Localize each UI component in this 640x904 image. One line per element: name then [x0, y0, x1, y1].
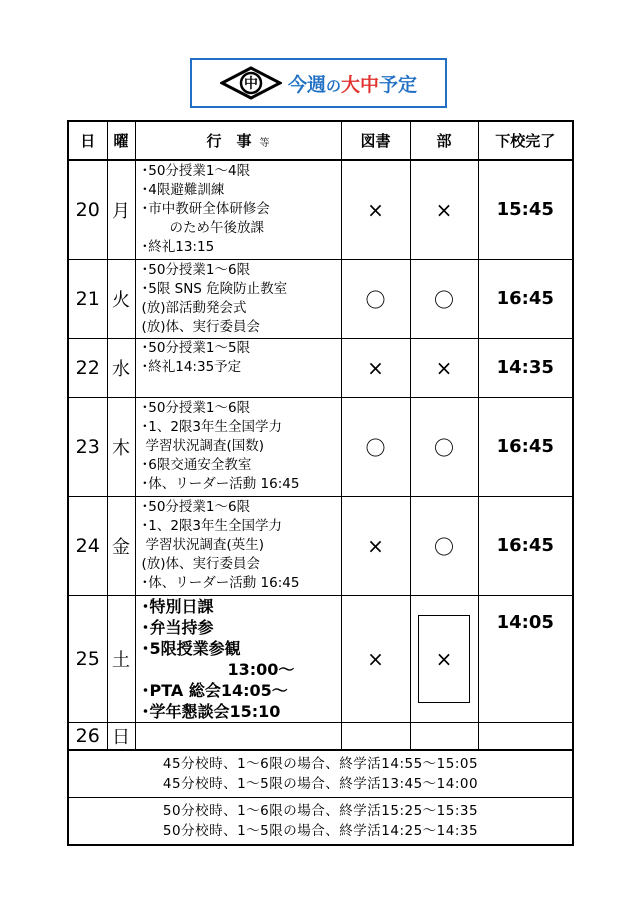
- library-status: [341, 722, 410, 750]
- event-line: ･50分授業1～6限: [141, 261, 251, 278]
- note-line: 45分校時、1～5限の場合、終学活13:45～14:00: [162, 775, 479, 792]
- club-status: 〇: [410, 397, 478, 496]
- weekday: 水: [107, 338, 135, 397]
- event-line: ･50分授業1～6限: [141, 400, 251, 416]
- club-status: ×: [410, 160, 478, 259]
- note-line: 45分校時、1～6限の場合、終学活14:55～15:05: [162, 755, 479, 772]
- event-line: ･弁当持参: [141, 617, 214, 637]
- events-cell: [135, 338, 341, 397]
- school-logo-icon: [220, 66, 282, 100]
- event-line: ･1、2限3年生全国学力: [141, 518, 283, 534]
- day-number: 26: [68, 722, 107, 750]
- event-line: ･50分授業1～6限: [141, 499, 251, 515]
- library-status: ×: [341, 160, 410, 259]
- event-line: ･体、リーダー活動 16:45: [141, 476, 300, 492]
- events-cell: [135, 595, 341, 722]
- dismissal-time: 14:35: [478, 338, 573, 397]
- table-row: [68, 338, 573, 397]
- event-line: (放)体、実行委員会: [141, 318, 261, 335]
- day-number: 23: [68, 397, 107, 496]
- library-status: ×: [341, 595, 410, 722]
- dismissal-time: [478, 722, 573, 750]
- event-line: ･1、2限3年生全国学力: [141, 419, 283, 435]
- notes-row: [68, 797, 573, 845]
- events-cell: [135, 722, 341, 750]
- note-line: 50分校時、1～5限の場合、終学活14:25～14:35: [162, 822, 479, 839]
- event-line: ･体、リーダー活動 16:45: [141, 575, 300, 591]
- events-cell: [135, 397, 341, 496]
- svg-text:中: 中: [243, 76, 258, 92]
- weekday: 土: [107, 595, 135, 722]
- event-line: ･6限交通安全教室: [141, 457, 252, 473]
- weekday: 金: [107, 496, 135, 595]
- club-status: 〇: [410, 259, 478, 338]
- event-line: ･50分授業1～4限: [141, 163, 251, 180]
- event-line: ･50分授業1～5限: [141, 339, 251, 356]
- events-cell: [135, 496, 341, 595]
- header-weekday: 曜: [107, 121, 135, 160]
- schedule-note-50min: [68, 797, 573, 845]
- dismissal-time: 16:45: [478, 397, 573, 496]
- table-header-row: [68, 121, 573, 160]
- club-status: ×: [410, 338, 478, 397]
- event-line: ･5限 SNS 危険防止教室: [141, 280, 288, 297]
- day-number: 22: [68, 338, 107, 397]
- club-status: ×: [418, 615, 470, 703]
- events-cell: [135, 160, 341, 259]
- event-line: ･特別日課: [141, 596, 214, 616]
- schedule-note-45min: [68, 750, 573, 798]
- library-status: 〇: [341, 397, 410, 496]
- event-line: ･終礼14:35予定: [141, 358, 242, 375]
- header-club: 部: [410, 121, 478, 160]
- library-status: 〇: [341, 259, 410, 338]
- weekly-schedule-table: [67, 120, 574, 846]
- note-line: 50分校時、1～6限の場合、終学活15:25～15:35: [162, 802, 479, 819]
- table-row: [68, 595, 573, 722]
- event-line: 13:00～: [227, 659, 295, 679]
- dismissal-time: 14:05: [478, 595, 573, 722]
- library-status: ×: [341, 338, 410, 397]
- day-number: 21: [68, 259, 107, 338]
- event-line: 学習状況調査(英生): [145, 537, 265, 553]
- club-status-cell: [410, 595, 478, 722]
- event-line: ･学年懇談会15:10: [141, 701, 281, 721]
- day-number: 20: [68, 160, 107, 259]
- day-number: 24: [68, 496, 107, 595]
- dismissal-time: 16:45: [478, 259, 573, 338]
- event-line: (放)部活動発会式: [141, 299, 247, 316]
- weekday: 火: [107, 259, 135, 338]
- event-line: ･市中教研全体研修会: [141, 201, 270, 218]
- library-status: ×: [341, 496, 410, 595]
- table-row: [68, 722, 573, 750]
- weekday: 月: [107, 160, 135, 259]
- dismissal-time: 15:45: [478, 160, 573, 259]
- day-number: 25: [68, 595, 107, 722]
- club-status: 〇: [410, 496, 478, 595]
- event-line: (放)体、実行委員会: [141, 556, 261, 572]
- events-cell: [135, 259, 341, 338]
- dismissal-time: 16:45: [478, 496, 573, 595]
- event-line: ･4限避難訓練: [141, 182, 225, 199]
- event-line: ･終礼13:15: [141, 239, 215, 256]
- header-day: 日: [68, 121, 107, 160]
- weekday: 日: [107, 722, 135, 750]
- table-row: [68, 496, 573, 595]
- club-status: [410, 722, 478, 750]
- event-line: 学習状況調査(国数): [145, 438, 265, 454]
- header-events: 行 事 等: [135, 121, 341, 160]
- title-banner: [190, 58, 447, 108]
- weekday: 木: [107, 397, 135, 496]
- event-line: ･PTA 総会14:05～: [141, 680, 288, 700]
- page-title: 今週の大中予定: [287, 73, 418, 96]
- header-dismissal: 下校完了: [478, 121, 573, 160]
- event-line: ･5限授業参観: [141, 638, 241, 658]
- header-library: 図書: [341, 121, 410, 160]
- table-row: [68, 160, 573, 259]
- table-row: [68, 259, 573, 338]
- event-line: のため午後放課: [169, 220, 264, 237]
- table-row: [68, 397, 573, 496]
- notes-row: [68, 750, 573, 798]
